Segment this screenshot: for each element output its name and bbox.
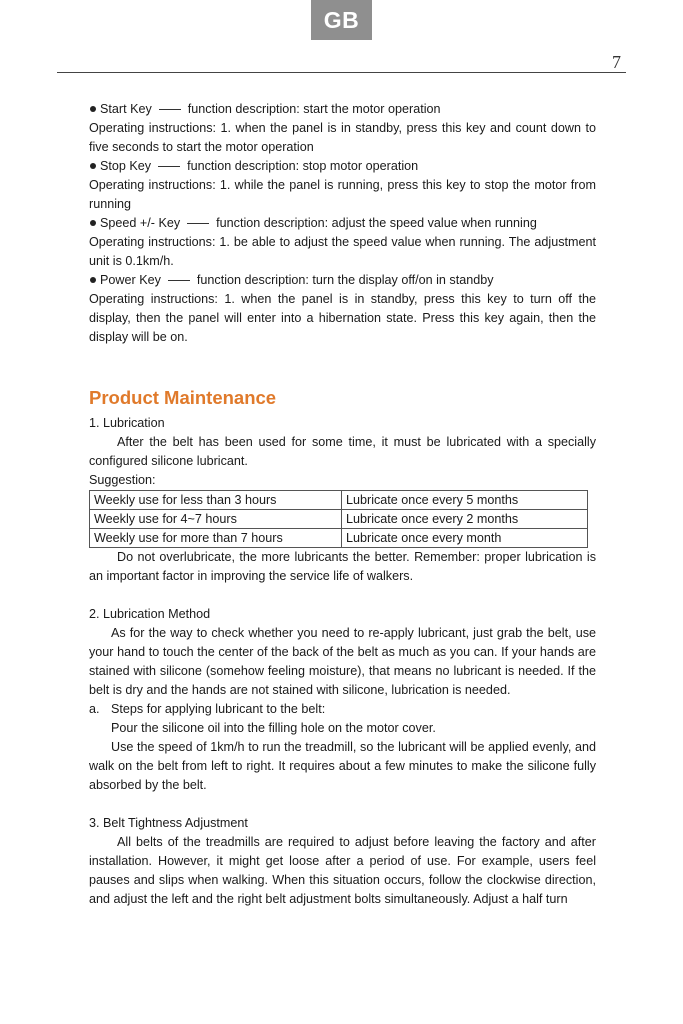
tightness-heading: 3. Belt Tightness Adjustment bbox=[89, 816, 248, 830]
dash-separator bbox=[168, 280, 190, 281]
table-row bbox=[90, 491, 588, 510]
lubrication-note: Do not overlubricate, the more lubricants the better. Remember: proper lubrication is an important factor in improving the service life of walkers. bbox=[89, 550, 596, 583]
key-name: Speed +/- Key bbox=[100, 216, 181, 230]
lubrication-heading: 1. Lubrication bbox=[89, 416, 165, 430]
key-instructions: Operating instructions: 1. when the panel is in standby, press this key to turn off the display, then the panel will enter into a hibernation state. Press this key again, then the display will be on. bbox=[89, 292, 596, 344]
tightness-body: All belts of the treadmills are required to adjust before leaving the factory and after installation. However, it might get loose after a period of use. For example, users feel pauses and slips when walking. When this situation occurs, follow the clockwise direction, and adjust the left and the right belt adjustment bolts simultaneously. Adjust a half turn bbox=[89, 835, 596, 906]
key-item-stop bbox=[89, 157, 596, 176]
dash-separator bbox=[158, 166, 180, 167]
page-number: 7 bbox=[612, 52, 621, 72]
step-label: a. bbox=[89, 702, 100, 716]
dash-separator bbox=[159, 109, 181, 110]
key-item-start bbox=[89, 100, 596, 119]
bullet-icon bbox=[90, 106, 96, 112]
key-item-power bbox=[89, 271, 596, 290]
bullet-icon bbox=[90, 220, 96, 226]
key-function: function description: stop motor operation bbox=[187, 159, 419, 173]
table-cell-usage: Weekly use for less than 3 hours bbox=[90, 491, 342, 510]
table-row bbox=[90, 510, 588, 529]
step-2: Use the speed of 1km/h to run the treadmill, so the lubricant will be applied evenly, and walk on the belt from left to right. It requires about a few minutes to make the silicone fully absorbed by the belt. bbox=[89, 740, 596, 792]
header-divider bbox=[57, 72, 626, 73]
step-title: Steps for applying lubricant to the belt: bbox=[111, 702, 326, 716]
key-function: function description: turn the display off/on in standby bbox=[196, 273, 494, 287]
key-instructions: Operating instructions: 1. when the panel is in standby, press this key and count down to five seconds to start the motor operation bbox=[89, 121, 596, 154]
table-cell-frequency: Lubricate once every 2 months bbox=[342, 510, 588, 529]
section-title: Product Maintenance bbox=[89, 387, 277, 408]
key-name: Start Key bbox=[100, 102, 152, 116]
lubrication-table bbox=[89, 490, 588, 548]
method-body: As for the way to check whether you need to re-apply lubricant, just grab the belt, use your hand to touch the center of the back of the belt as much as you can. If your hands are stained with silicone (somehow feeling moisture), that means no lubricant is needed. If the belt is dry and the hands are not stained with silicone, lubrication is needed. bbox=[89, 626, 596, 697]
table-cell-usage: Weekly use for 4~7 hours bbox=[90, 510, 342, 529]
key-name: Power Key bbox=[100, 273, 161, 287]
steps-heading bbox=[89, 700, 596, 719]
key-name: Stop Key bbox=[100, 159, 152, 173]
key-item-speed bbox=[89, 214, 596, 233]
bullet-icon bbox=[90, 277, 96, 283]
step-1: Pour the silicone oil into the filling hole on the motor cover. bbox=[111, 721, 436, 735]
method-heading: 2. Lubrication Method bbox=[89, 607, 211, 621]
key-function: function description: start the motor operation bbox=[187, 102, 441, 116]
page-content bbox=[89, 100, 596, 909]
key-function: function description: adjust the speed value when running bbox=[216, 216, 537, 230]
table-cell-frequency: Lubricate once every 5 months bbox=[342, 491, 588, 510]
dash-separator bbox=[187, 223, 209, 224]
lubrication-intro: After the belt has been used for some time, it must be lubricated with a specially configured silicone lubricant. bbox=[89, 435, 596, 468]
language-badge: GB bbox=[311, 0, 372, 40]
suggestion-label: Suggestion: bbox=[89, 473, 156, 487]
table-cell-frequency: Lubricate once every month bbox=[342, 529, 588, 548]
key-instructions: Operating instructions: 1. be able to adjust the speed value when running. The adjustment unit is 0.1km/h. bbox=[89, 235, 596, 268]
table-row bbox=[90, 529, 588, 548]
bullet-icon bbox=[90, 163, 96, 169]
table-cell-usage: Weekly use for more than 7 hours bbox=[90, 529, 342, 548]
key-instructions: Operating instructions: 1. while the panel is running, press this key to stop the motor from running bbox=[89, 178, 596, 211]
